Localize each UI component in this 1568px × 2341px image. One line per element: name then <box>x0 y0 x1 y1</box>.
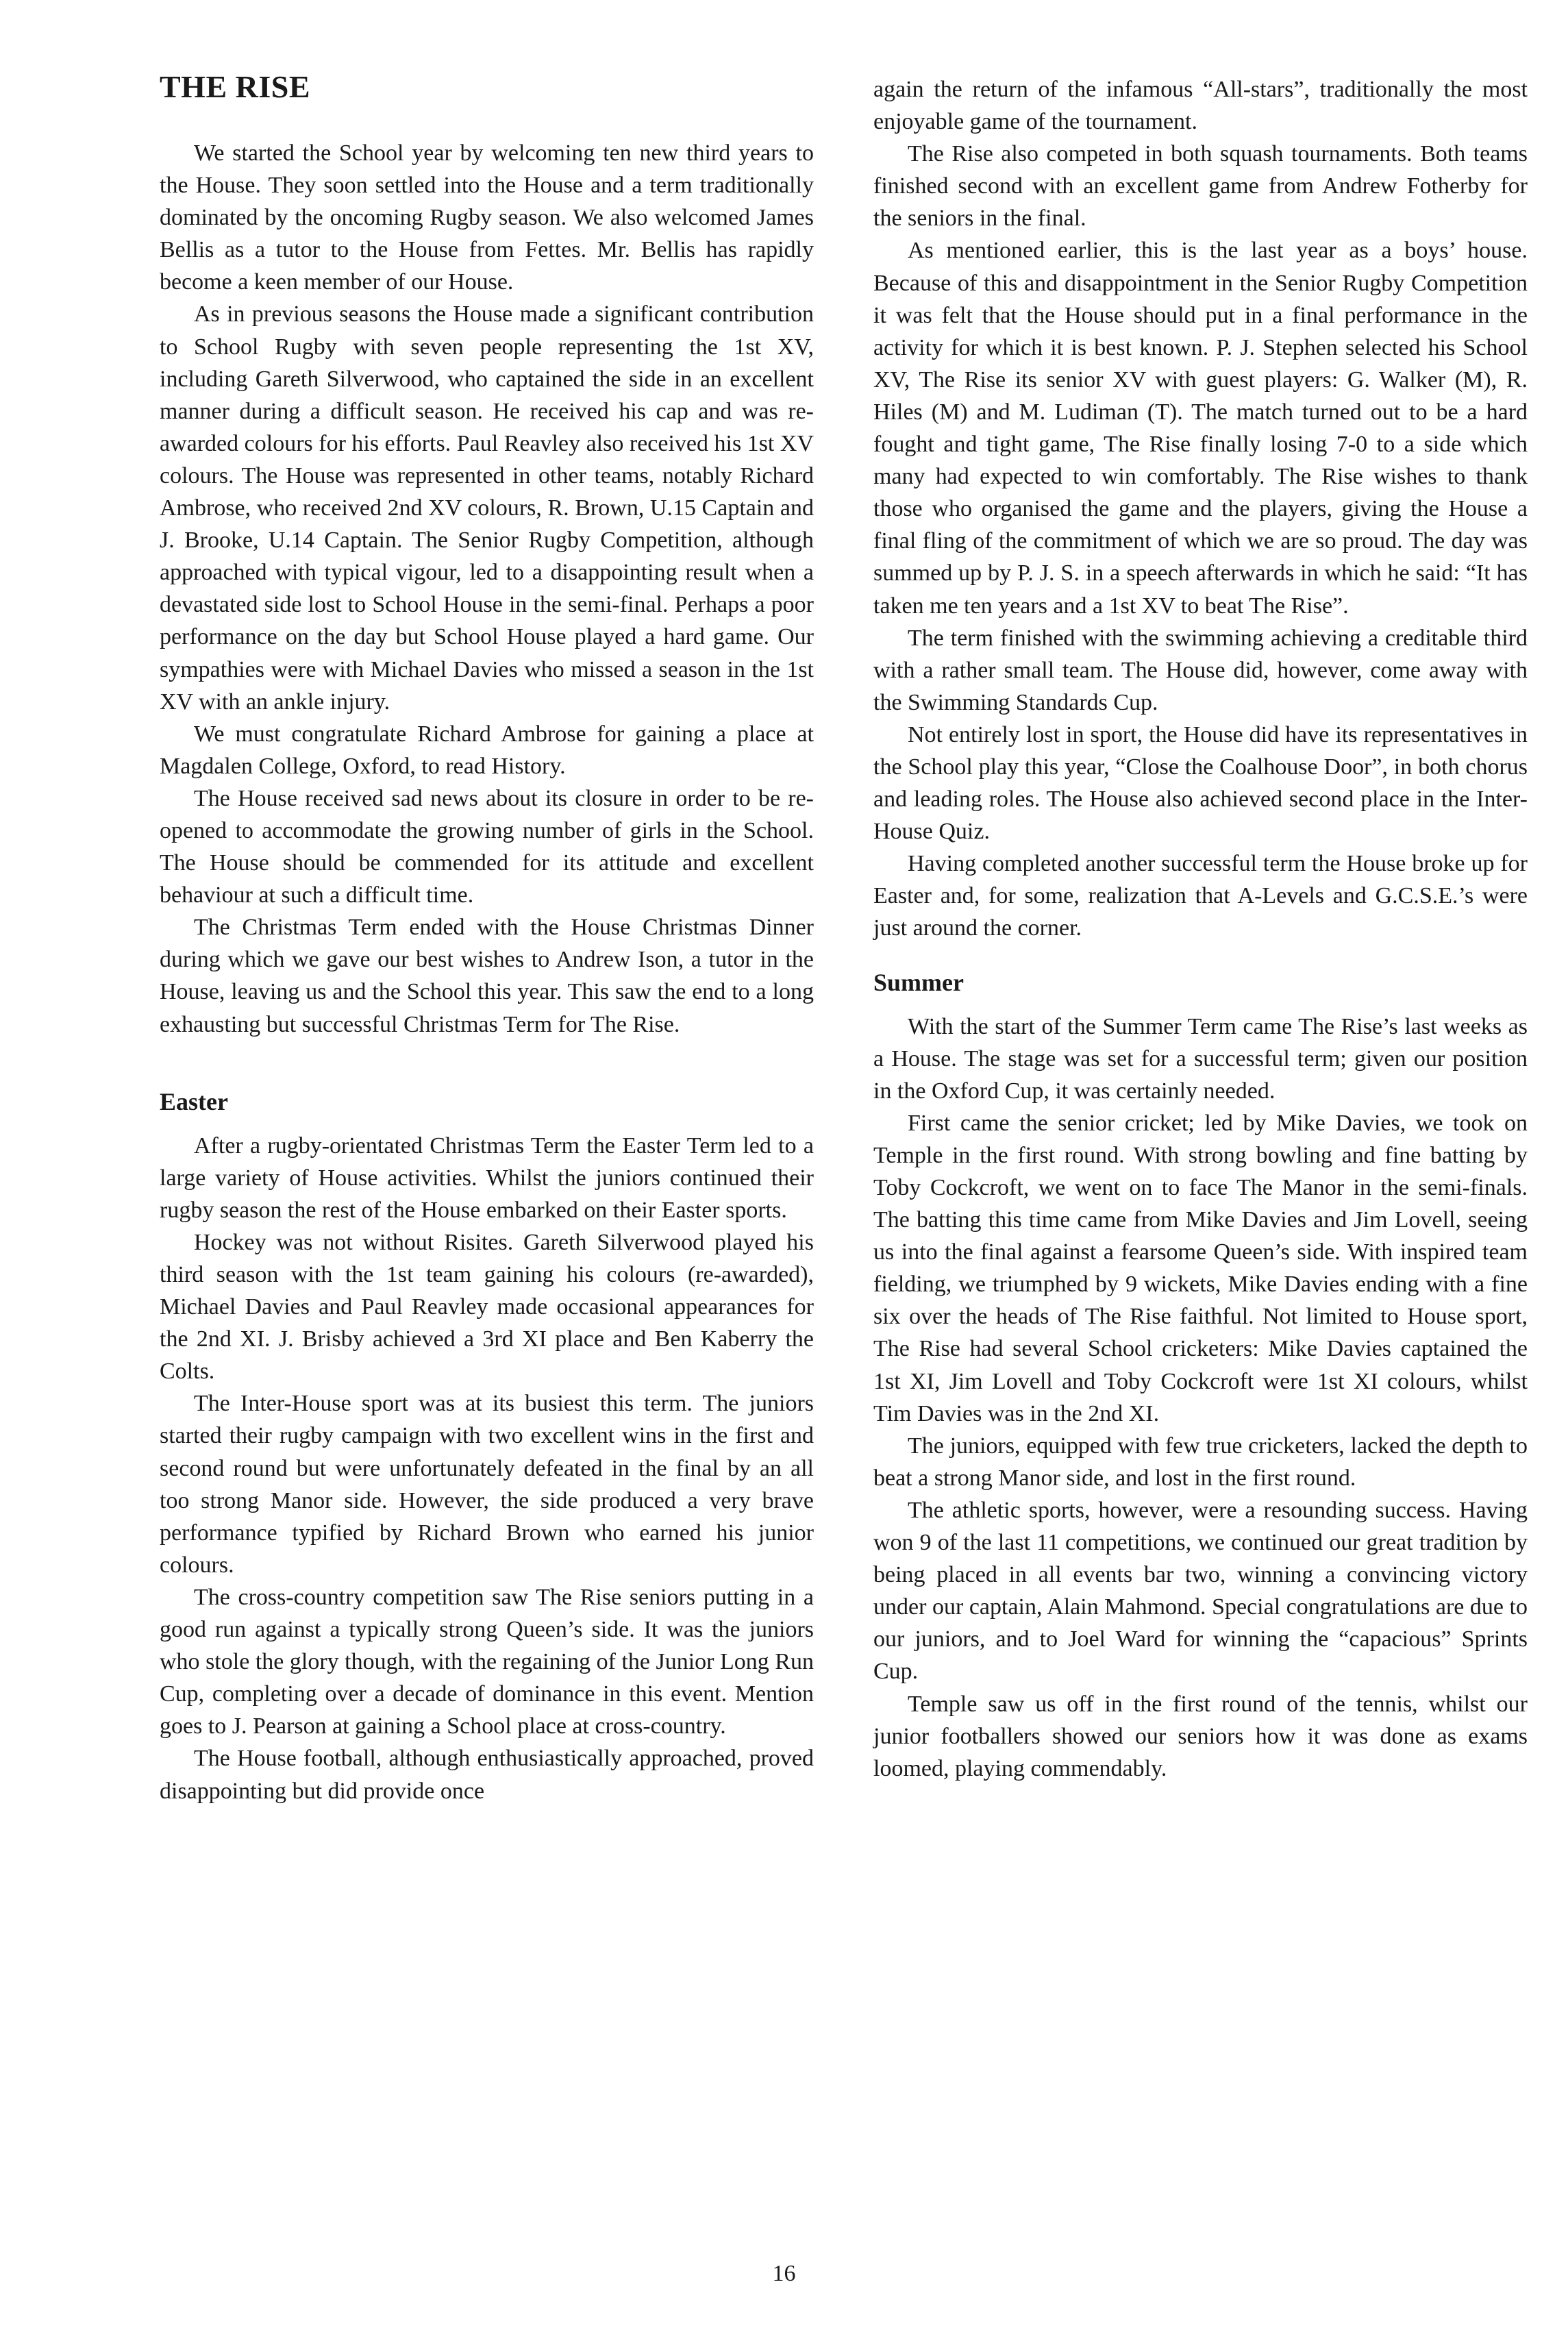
left-column <box>160 0 814 1807</box>
easter-paragraph-4: The cross-country competition saw The Rise seniors putting in a good run against a typically strong Queen’s side. It was the juniors who stole the glory though, with the regaining of the Junior Long Run Cup, completing over a decade of dominance in this event. Mention goes to J. Pearson at gaining a School place at cross-country. <box>160 1584 814 1739</box>
continued-paragraph: again the return of the infamous “All-stars”, traditionally the most enjoyable game of the tournament. <box>873 77 1528 135</box>
summer-heading: Summer <box>873 968 964 996</box>
summer-paragraph-5: Temple saw us off in the first round of the tennis, whilst our junior footballers showed our seniors how it was done as exams loomed, playing commendably. <box>873 1691 1528 1781</box>
easter-paragraph-3: The Inter-House sport was at its busiest this term. The juniors started their rugby campaign with two excellent wins in the first and second round but were unfortunately defeated in the final by an all too strong Manor side. However, the side produced a very brave performance typified by Richard Brown who earned his junior colours. <box>160 1391 814 1578</box>
summer-paragraph-4: The athletic sports, however, were a resounding success. Having won 9 of the last 11 competitions, we continued our great tradition by being placed in all events bar two, winning a convincing victory under our captain, Alain Mahmond. Special congratulations are due to our juniors, and to Joel Ward for winning the “capacious” Sprints Cup. <box>873 1497 1528 1685</box>
right-column <box>873 0 1528 1785</box>
easter-cont-paragraph-1: The Rise also competed in both squash tournaments. Both teams finished second with an excellent game from Andrew Fotherby for the seniors in the final. <box>873 141 1528 232</box>
intro-paragraph-3: We must congratulate Richard Ambrose for gaining a place at Magdalen College, Oxford, to read History. <box>160 721 814 779</box>
easter-paragraph-5: The House football, although enthusiastically approached, proved disappointing but did provide once <box>160 1746 814 1804</box>
page-number: 16 <box>772 2261 796 2286</box>
page-title: THE RISE <box>160 69 311 104</box>
summer-paragraph-1: With the start of the Summer Term came The Rise’s last weeks as a House. The stage was set for a successful term; given our position in the Oxford Cup, it was certainly needed. <box>873 1013 1528 1104</box>
intro-paragraph-2: As in previous seasons the House made a significant contribution to School Rugby with seven people representing the 1st XV, including Gareth Silverwood, who captained the side in an excellent manner during a difficult season. He received his cap and was re-awarded colours for his efforts. Paul Reavley also received his 1st XV colours. The House was represented in other teams, notably Richard Ambrose, who received 2nd XV colours, R. Brown, U.15 Captain and J. Brooke, U.14 Captain. The Senior Rugby Competition, although approached with typical vigour, led to a disappointing result when a devastated side lost to School House in the semi-final. Perhaps a poor performance on the day but School House played a hard game. Our sympathies were with Michael Davies who missed a season in the 1st XV with an ankle injury. <box>160 301 814 715</box>
intro-paragraph-4: The House received sad news about its closure in order to be re-opened to accommodate the growing number of girls in the School. The House should be commended for its attitude and excellent behaviour at such a difficult time. <box>160 785 814 908</box>
easter-heading: Easter <box>160 1087 228 1115</box>
intro-paragraph-1: We started the School year by welcoming ten new third years to the House. They soon settled into the House and a term traditionally dominated by the oncoming Rugby season. We also welcomed James Bellis as a tutor to the House from Fettes. Mr. Bellis has rapidly become a keen member of our House. <box>160 140 814 295</box>
easter-cont-paragraph-4: Not entirely lost in sport, the House did have its representatives in the School play this year, “Close the Coalhouse Door”, in both chorus and leading roles. The House also achieved second place in the Inter-House Quiz. <box>873 721 1528 845</box>
intro-paragraph-5: The Christmas Term ended with the House Christmas Dinner during which we gave our best wishes to Andrew Ison, a tutor in the House, leaving us and the School this year. This saw the end to a long exhausting but successful Christmas Term for The Rise. <box>160 915 814 1037</box>
summer-paragraph-2: First came the senior cricket; led by Mike Davies, we took on Temple in the first round. With strong bowling and fine batting by Toby Cockcroft, we went on to face The Manor in the semi-finals. The batting this time came from Mike Davies and Jim Lovell, seeing us into the final against a fearsome Queen’s side. With inspired team fielding, we triumphed by 9 wickets, Mike Davies ending with a fine six over the heads of The Rise faithful. Not limited to House sport, The Rise had several School cricketers: Mike Davies captained the 1st XI, Jim Lovell and Toby Cockcroft were 1st XI colours, whilst Tim Davies was in the 2nd XI. <box>873 1110 1528 1426</box>
easter-cont-paragraph-5: Having completed another successful term the House broke up for Easter and, for some, realization that A-Levels and G.C.S.E.’s were just around the corner. <box>873 851 1528 941</box>
easter-cont-paragraph-3: The term finished with the swimming achieving a creditable third with a rather small team. The House did, however, come away with the Swimming Standards Cup. <box>873 625 1528 715</box>
easter-cont-paragraph-2: As mentioned earlier, this is the last year as a boys’ house. Because of this and disappointment in the Senior Rugby Competition it was felt that the House should put in a final performance in the activity for which it is best known. P. J. Stephen selected his School XV, The Rise its senior XV with guest players: G. Walker (M), R. Hiles (M) and M. Ludiman (T). The match turned out to be a hard fought and tight game, The Rise finally losing 7-0 to a side which many had expected to win comfortably. The Rise wishes to thank those who organised the game and the players, giving the House a final fling of the commitment of which we are so proud. The day was summed up by P. J. S. in a speech afterwards in which he said: “It has taken me ten years and a 1st XV to beat The Rise”. <box>873 238 1528 619</box>
summer-paragraph-3: The juniors, equipped with few true cricketers, lacked the depth to beat a strong Manor side, and lost in the first round. <box>873 1433 1528 1491</box>
easter-paragraph-2: Hockey was not without Risites. Gareth Silverwood played his third season with the 1st team gaining his colours (re-awarded), Michael Davies and Paul Reavley made occasional appearances for the 2nd XI. J. Brisby achieved a 3rd XI place and Ben Kaberry the Colts. <box>160 1229 814 1385</box>
easter-paragraph-1: After a rugby-orientated Christmas Term the Easter Term led to a large variety of House activities. Whilst the juniors continued their rugby season the rest of the House embarked on their Easter sports. <box>160 1132 814 1223</box>
